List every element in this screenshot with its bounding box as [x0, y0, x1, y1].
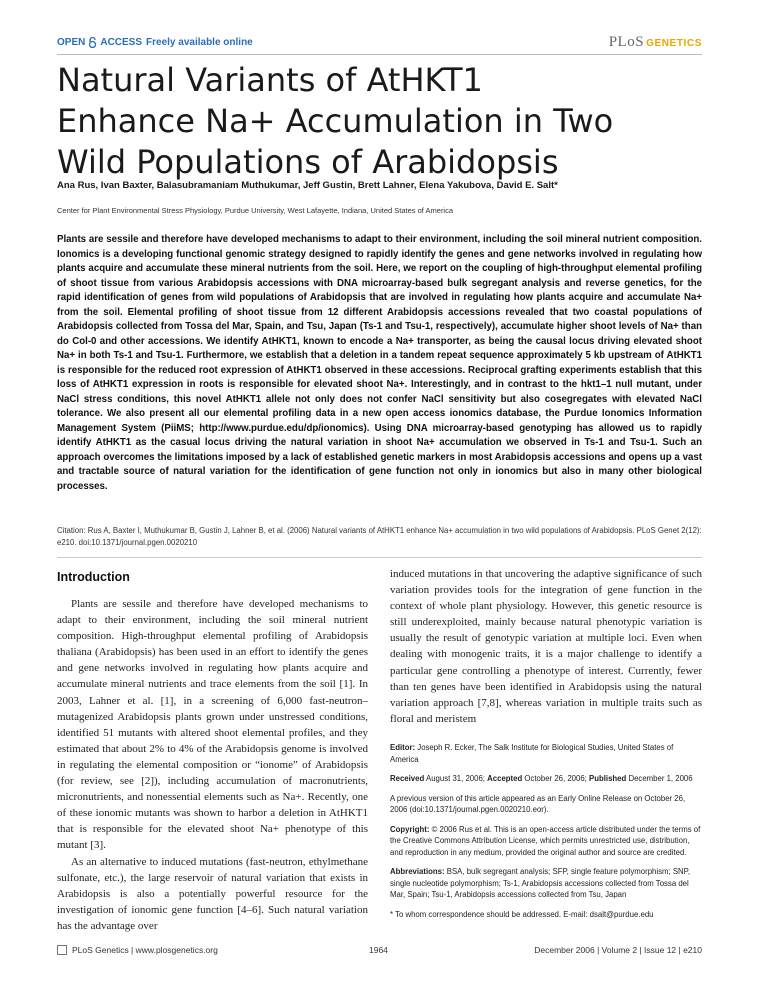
issue-info: December 2006 | Volume 2 | Issue 12 | e210 [534, 945, 702, 955]
abbreviations-note: Abbreviations: BSA, bulk segregant analysis; SFP, single feature polymorphism; SNP, single nucleotide polymorphism; Ts-1, Arabidopsis accessions collected from Tossa del Mar, Spain; Tsu-1, Arabidopsis accessions collected from Tsu, Japan [390, 867, 691, 899]
intro-paragraph-3: induced mutations in that uncovering the adaptive significance of such variation provides tools for the integration of gene function in the context of whole plant physiology. However, this genetic resource is still underexploited, mainly because natural phenotypic variation is usually the result of genotypic variation at multiple loci. Even when dealing with monogenic traits, it is a major challenge to identify a particular gene controlling a phenotype of interest. Currently, fewer than ten genes have been identified in Arabidopsis using the natural variation approach [7,8], whereas variation in multiple traits such as floral and meristem [390, 568, 702, 725]
copyright-note: Copyright: © 2006 Rus et al. This is an open-access article distributed under the terms of the Creative Commons Attribution License, which permits unrestricted use, distribution, and reproduction in any medium, provided the original author and source are credited. [390, 824, 701, 857]
page-footer [57, 945, 702, 957]
open-lock-icon [88, 37, 97, 48]
editor-note: Editor: Joseph R. Ecker, The Salk Institute for Biological Studies, United States of America [390, 743, 674, 764]
intro-paragraph-1: Plants are sessile and therefore have developed mechanisms to adapt to their environment, including the soil mineral nutrient composition. High-throughput elemental profiling of Arabidopsis thaliana (Arabidopsis) has been used in an effort to identify the genes and gene networks involved in regulating how plants acquire and accumulate mineral nutrients and trace elements from the soil [1]. In 2003, Lahner et al. [1], in a screening of 6,000 fast-neutron–mutagenized Arabidopsis plants grown under unstressed conditions, identified 51 mutants with altered shoot elemental profiles, and they estimated that about 2% to 4% of the Arabidopsis genome is involved in regulating the elemental composition or “ionome” of Arabidopsis (for review, see [2]), including accumulation of macronutrients, micronutrients, and nonessential elements such as Na+. Recently, one of these ionomic mutants was shown to harbor a deletion in AtHKT1 that is responsible for the elevated shoot Na+ phenotype of this mutant [3]. [57, 598, 368, 852]
brand-plos: PLoS [608, 34, 645, 50]
journal-icon [57, 945, 67, 955]
divider [57, 557, 702, 558]
open-label: OPEN [57, 37, 86, 48]
left-column [57, 596, 368, 934]
correspondence-note: * To whom correspondence should be addressed. E-mail: dsalt@purdue.edu [390, 909, 654, 919]
article-title [57, 60, 697, 183]
right-column [390, 566, 702, 727]
citation: Citation: Rus A, Baxter I, Muthukumar B, Gustin J, Lahner B, et al. (2006) Natural variants of AtHKT1 enhance Na+ accumulation in two wild populations of Arabidopsis. PLoS Genet 2(12): e210. doi:10.1371/journal.pgen.0020210 [57, 526, 702, 547]
open-access-banner [57, 37, 253, 48]
footer-journal-text: PLoS Genetics | www.plosgenetics.org [72, 945, 218, 955]
page-number: 1964 [369, 945, 388, 955]
journal-header [57, 36, 702, 55]
freely-available-label: Freely available online [146, 37, 253, 48]
affiliation: Center for Plant Environmental Stress Physiology, Purdue University, West Lafayette, Indiana, United States of America [57, 206, 454, 215]
brand-genetics: GENETICS [646, 38, 702, 49]
footer-journal [57, 945, 218, 955]
dates-note: Received August 31, 2006; Accepted October 26, 2006; Published December 1, 2006 [390, 774, 693, 783]
article-notes [390, 742, 702, 928]
title-line-1: Natural Variants of AtHKT1 [57, 61, 483, 99]
previous-version-note: A previous version of this article appeared as an Early Online Release on October 26, 2006 (doi:10.1371/journal.pgen.0020210.eor). [390, 793, 686, 814]
plos-genetics-logo [609, 34, 702, 51]
title-line-3: Wild Populations of Arabidopsis [57, 143, 559, 181]
author-list: Ana Rus, Ivan Baxter, Balasubramaniam Muthukumar, Jeff Gustin, Brett Lahner, Elena Yakubova, David E. Salt* [57, 180, 558, 191]
introduction-heading: Introduction [57, 570, 130, 584]
access-label: ACCESS [100, 37, 143, 48]
abstract: Plants are sessile and therefore have developed mechanisms to adapt to their environment, including the soil mineral nutrient composition. Ionomics is a developing functional genomic strategy designed to rapidly identify the genes and gene networks involved in regulating how plants acquire and accumulate these mineral nutrients from the soil. Here, we report on the coupling of high-throughput elemental profiling of shoot tissue from various Arabidopsis accessions with DNA microarray-based bulk segregant analysis and reverse genetics, for the rapid identification of genes from wild populations of Arabidopsis that are involved in regulating how plants acquire and accumulate Na+ from the soil. Elemental profiling of shoot tissue from 12 different Arabidopsis accessions revealed that two coastal populations of Arabidopsis collected from Tossa del Mar, Spain, and Tsu, Japan (Ts-1 and Tsu-1, respectively), accumulate higher shoot levels of Na+ than do Col-0 and other accessions. We identify AtHKT1, known to encode a Na+ transporter, as being the causal locus driving elevated shoot Na+ in both Ts-1 and Tsu-1. Furthermore, we establish that a deletion in a tandem repeat sequence approximately 5 kb upstream of AtHKT1 is responsible for the reduced root expression of AtHKT1 observed in these accessions. Reciprocal grafting experiments establish that this loss of AtHKT1 expression in roots is responsible for elevated shoot Na+. Interestingly, and in contrast to the hkt1–1 null mutant, under NaCl stress conditions, this novel AtHKT1 allele not only does not confer NaCl sensitivity but also cosegregates with elevated NaCl tolerance. We also present all our elemental profiling data in a new open access ionomics database, the Purdue Ionomics Information Management System (PiiMS; http://www.purdue.edu/dp/ionomics). Using DNA microarray-based genotyping has allowed us to rapidly identify AtHKT1 as the casual locus driving the natural variation in shoot Na+ accumulation we observed in Ts-1 and Tsu-1. Such an approach overcomes the limitations imposed by a lack of established genetic markers in most Arabidopsis accessions and opens up a vast and tractable source of natural variation for the identification of gene function not only in ionomics but also in many other biological processes. [57, 234, 702, 492]
title-line-2: Enhance Na+ Accumulation in Two [57, 102, 614, 140]
intro-paragraph-2: As an alternative to induced mutations (fast-neutron, ethylmethane sulfonate, etc.), the large reservoir of natural variation that exists in Arabidopsis is also a potentially powerful resource for the investigation of ionomic gene function [4–6]. Such natural variation has the advantage over [57, 855, 368, 932]
